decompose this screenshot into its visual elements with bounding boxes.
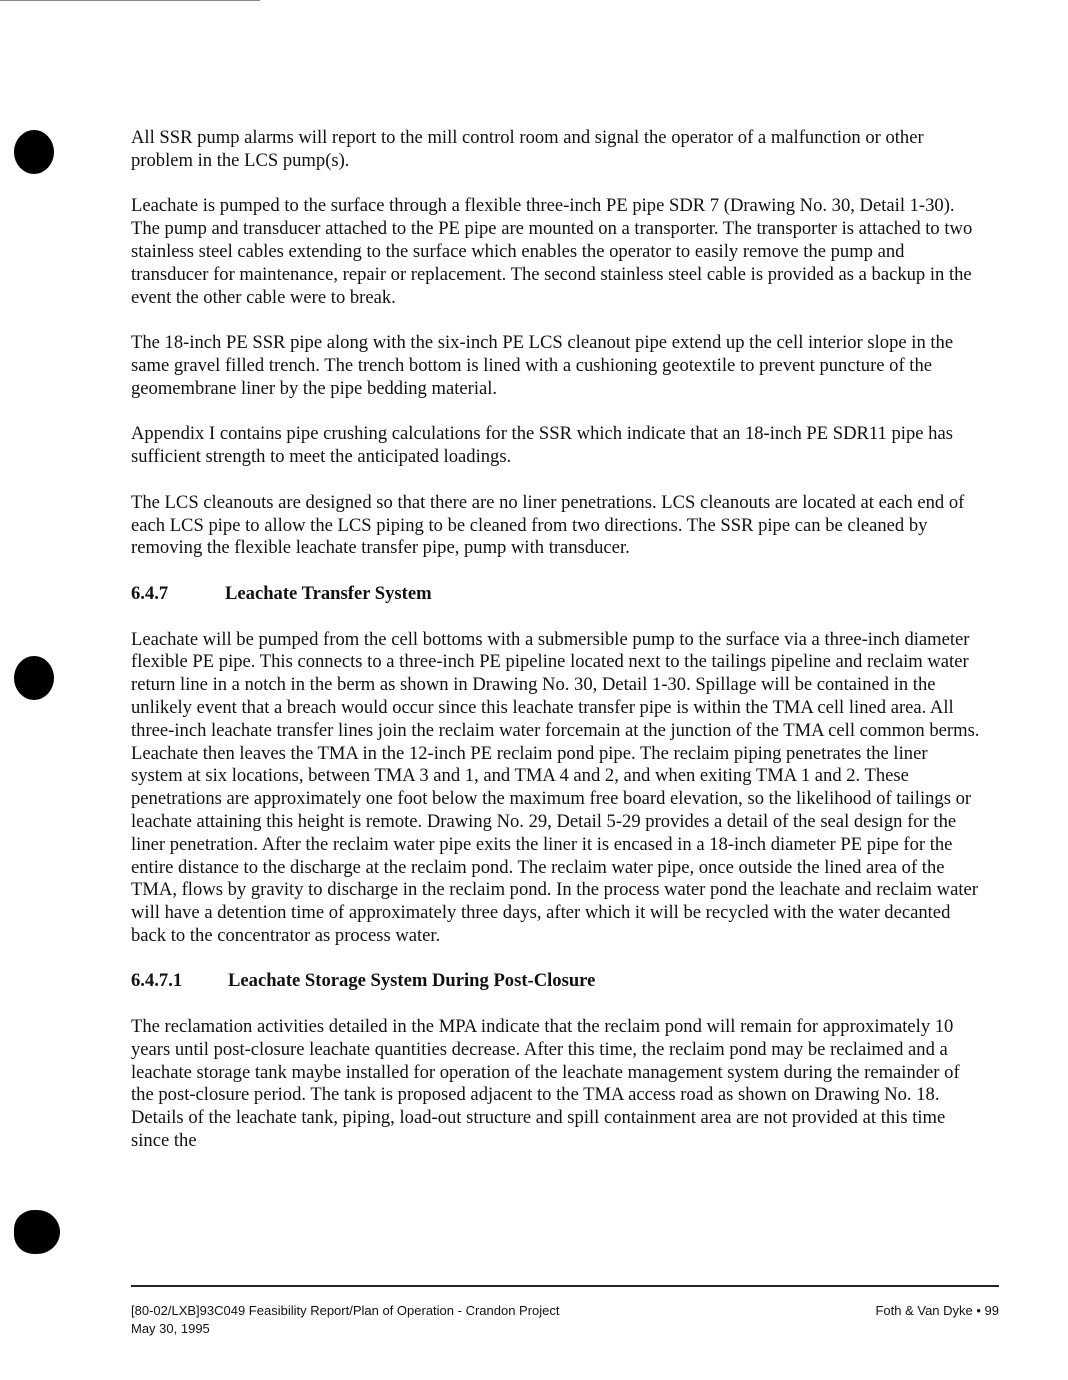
footer-divider [131,1285,999,1287]
paragraph-appendix: Appendix I contains pipe crushing calculations for the SSR which indicate that an 18-inch PE SDR11 pipe has sufficient strength to meet the anticipated loadings. [131,423,953,468]
paragraph-pumping: Leachate is pumped to the surface through a flexible three-inch PE pipe SDR 7 (Drawing No. 30, Detail 1-30). The pump and transducer attached to the PE pipe are mounted on a transporter. The transporter is attached to two stainless steel cables extending to the surface which enables the operator to easily remove the pump and transducer for maintenance, repair or replacement. The second stainless steel cable is provided as a backup in the event the other cable were to break. [131,195,973,308]
page-body [131,127,981,1176]
paragraph-post-closure: The reclamation activities detailed in the MPA indicate that the reclaim pond will remain for approximately 10 years until post-closure leachate quantities decrease. After this time, the reclaim pond may be reclaimed and a leachate storage tank maybe installed for operation of the leachate management system during the remainder of the post-closure period. The tank is proposed adjacent to the TMA access road as shown on Drawing No. 18. Details of the leachate tank, piping, load-out structure and spill containment area are not provided at this time since the [131,1016,960,1152]
footer-doc-ref: [80-02/LXB]93C049 Feasibility Report/Plan of Operation - Crandon Project [131,1303,560,1318]
punch-hole-icon [14,130,54,174]
paragraph-alarms: All SSR pump alarms will report to the mill control room and signal the operator of a malfunction or other problem in the LCS pump(s). [131,127,924,171]
section-number: 6.4.7.1 [131,970,183,992]
paragraph-cleanouts: The LCS cleanouts are designed so that there are no liner penetrations. LCS cleanouts are located at each end of each LCS pipe to allow the LCS piping to be cleaned from two directions. The SSR pipe can be cleaned by removing the flexible leachate transfer pipe, pump with transducer. [131,491,965,559]
section-heading-6-4-7 [131,583,981,606]
punch-hole-icon [14,1210,60,1254]
paragraph-ssr-pipe: The 18-inch PE SSR pipe along with the six-inch PE LCS cleanout pipe extend up the cell interior slope in the same gravel filled trench. The trench bottom is lined with a cushioning geotextile to prevent puncture of the geomembrane liner by the pipe bedding material. [131,332,954,399]
section-heading-6-4-7-1 [131,970,981,993]
paragraph-transfer-system: Leachate will be pumped from the cell bottoms with a submersible pump to the surface via a three-inch diameter flexible PE pipe. This connects to a three-inch PE pipeline located next to the tailings pipeline and reclaim water return line in a notch in the berm as shown in Drawing No. 30, Detail 1-30. Spillage will be contained in the unlikely event that a breach would occur since this leachate transfer pipe is within the TMA cell lined area. All three-inch leachate transfer lines join the reclaim water forcemain at the junction of the TMA cell common berms. Leachate then leaves the TMA in the 12-inch PE reclaim pond pipe. The reclaim piping penetrates the liner system at six locations, between TMA 3 and 1, and TMA 4 and 2, and when exiting TMA 1 and 2. These penetrations are approximately one foot below the maximum free board elevation, so the likelihood of tailings or leachate attaining this height is remote. Drawing No. 29, Detail 5-29 provides a detail of the seal design for the liner penetration. After the reclaim water pipe exits the liner it is encased in a 18-inch diameter PE pipe for the entire distance to the discharge at the reclaim pond. The reclaim water pipe, once outside the lined area of the TMA, flows by gravity to discharge in the reclaim pond. In the process water pond the leachate and reclaim water will have a detention time of approximately three days, after which it will be recycled with the water decanted back to the concentrator as process water. [131,628,980,946]
section-number: 6.4.7 [131,582,169,604]
section-title: Leachate Storage System During Post-Closure [228,970,596,992]
top-edge-line [0,0,260,1]
section-title: Leachate Transfer System [225,582,432,604]
footer-date: May 30, 1995 [131,1321,210,1336]
punch-hole-icon [14,656,54,700]
footer-company-page: Foth & Van Dyke • 99 [875,1303,999,1318]
